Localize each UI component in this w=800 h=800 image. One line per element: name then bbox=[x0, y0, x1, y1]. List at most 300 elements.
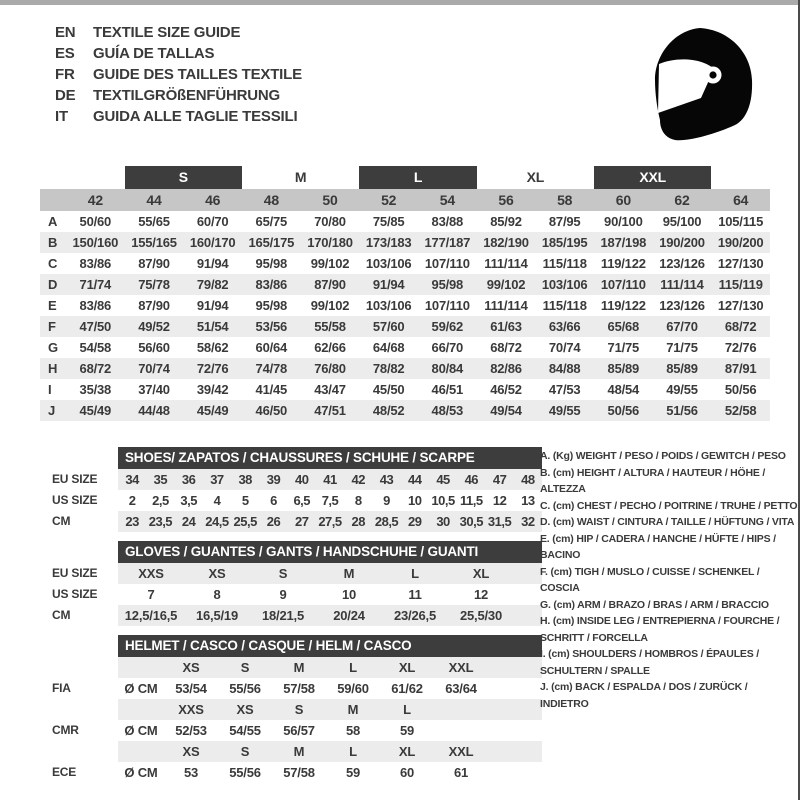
measure-cell: 87/90 bbox=[314, 277, 346, 292]
unit-label: Ø CM bbox=[124, 723, 158, 738]
shoes-eu-values bbox=[118, 469, 542, 490]
shoes-table-title: SHOES/ ZAPATOS / CHAUSSURES / SCHUHE / SCARPE bbox=[118, 447, 542, 469]
table-row-c bbox=[40, 253, 770, 274]
measure-cell: 47/50 bbox=[79, 319, 112, 334]
shoe-size-cell: 2,5 bbox=[152, 493, 169, 508]
measure-cell: 173/183 bbox=[365, 235, 412, 250]
size-group-m: M bbox=[294, 169, 307, 185]
measure-cell: 99/102 bbox=[310, 298, 350, 313]
measure-cell: 61/63 bbox=[490, 319, 522, 334]
legend-item: H. (cm) INSIDE LEG / ENTREPIERNA / FOURCHE / SCHRITT / FORCELLA bbox=[540, 615, 780, 644]
measure-cell: 127/130 bbox=[717, 298, 764, 313]
shoe-size-cell: 24 bbox=[181, 514, 196, 529]
measure-cell: 46/52 bbox=[490, 382, 522, 397]
helmet-fia-values bbox=[118, 678, 542, 699]
measure-cell: 74/78 bbox=[255, 361, 288, 376]
helmet-size-cell: XL bbox=[398, 744, 416, 759]
measure-cell: 64/68 bbox=[372, 340, 405, 355]
measure-cell: 55/65 bbox=[138, 214, 170, 229]
shoe-size-cell: 3,5 bbox=[180, 493, 197, 508]
measure-cell: 54/58 bbox=[79, 340, 112, 355]
helmet-size-cell: XS bbox=[236, 702, 254, 717]
measure-cell: 111/114 bbox=[484, 256, 528, 271]
measure-cell: 47/53 bbox=[548, 382, 581, 397]
measure-cell: 56/60 bbox=[138, 340, 170, 355]
measure-cell: 37/40 bbox=[138, 382, 170, 397]
legend-item: E. (cm) HIP / CADERA / HANCHE / HÜFTE / HIPS / BACINO bbox=[540, 532, 776, 561]
legend-item: A. (Kg) WEIGHT / PESO / POIDS / GEWITCH / PESO bbox=[540, 450, 786, 462]
glove-size-cell: XXS bbox=[138, 566, 164, 581]
legend-item: B. (cm) HEIGHT / ALTURA / HAUTEUR / HÖHE / ALTEZZA bbox=[540, 466, 766, 495]
row-label: FIA bbox=[52, 681, 71, 695]
glove-size-cell: 18/21,5 bbox=[262, 608, 304, 623]
size-number: 42 bbox=[87, 192, 103, 208]
table-row-e bbox=[40, 295, 770, 316]
measure-cell: 49/55 bbox=[548, 403, 581, 418]
measure-cell: 95/98 bbox=[255, 256, 288, 271]
group-spacer bbox=[40, 166, 125, 189]
measure-cell: 44/48 bbox=[138, 403, 170, 418]
measure-cell: 177/187 bbox=[424, 235, 471, 250]
helmet-cm-cell: 55/56 bbox=[229, 765, 261, 780]
table-row-d bbox=[40, 274, 770, 295]
measure-cell: 57/60 bbox=[372, 319, 405, 334]
shoe-size-cell: 27,5 bbox=[318, 514, 342, 529]
measure-cell: 59/62 bbox=[431, 319, 464, 334]
size-number: 58 bbox=[557, 192, 573, 208]
measure-cell: 85/92 bbox=[490, 214, 522, 229]
measure-cell: 190/200 bbox=[659, 235, 705, 250]
glove-size-cell: S bbox=[278, 566, 288, 581]
guide-title: TEXTILGRÖßENFÜHRUNG bbox=[93, 87, 281, 104]
guide-title: GUIDA ALLE TAGLIE TESSILI bbox=[93, 108, 298, 125]
helmet-cm-cell: 53/54 bbox=[175, 681, 207, 696]
shoe-size-cell: 43 bbox=[379, 472, 394, 487]
language-row bbox=[55, 64, 302, 85]
shoe-size-cell: 10 bbox=[408, 493, 422, 508]
glove-size-cell: XL bbox=[472, 566, 490, 581]
shoe-size-cell: 37 bbox=[210, 472, 224, 487]
helmet-cm-cell: 59 bbox=[345, 765, 361, 780]
measure-cell: 71/75 bbox=[666, 340, 698, 355]
row-label: CMR bbox=[52, 723, 79, 737]
measure-cell: 187/198 bbox=[600, 235, 647, 250]
helmet-cm-cell: 59 bbox=[399, 723, 415, 738]
glove-size-cell: XS bbox=[208, 566, 226, 581]
gloves-us-row bbox=[40, 584, 542, 605]
unit-label: Ø CM bbox=[124, 765, 158, 780]
measure-cell: 87/91 bbox=[724, 361, 757, 376]
unit-spacer bbox=[118, 741, 164, 762]
guide-title: GUÍA DE TALLAS bbox=[93, 45, 215, 62]
measure-cell: 60/70 bbox=[196, 214, 229, 229]
shoe-size-cell: 41 bbox=[323, 472, 337, 487]
gloves-eu-row bbox=[40, 563, 542, 584]
helmet-size-cell: S bbox=[240, 660, 250, 675]
shoe-size-cell: 42 bbox=[351, 472, 365, 487]
shoe-size-cell: 47 bbox=[492, 472, 507, 487]
measure-cell: 46/50 bbox=[255, 403, 288, 418]
measure-cell: 87/95 bbox=[548, 214, 581, 229]
measure-cell: 35/38 bbox=[79, 382, 112, 397]
row-label: G bbox=[48, 340, 58, 355]
measure-cell: 87/90 bbox=[138, 298, 170, 313]
row-label-spacer bbox=[40, 189, 66, 211]
shoe-size-cell: 9 bbox=[383, 493, 390, 508]
table-row-b bbox=[40, 232, 770, 253]
size-number: 44 bbox=[146, 192, 162, 208]
measure-cell: 107/110 bbox=[424, 298, 470, 313]
measure-cell: 85/89 bbox=[607, 361, 640, 376]
measure-cell: 43/47 bbox=[314, 382, 346, 397]
row-label: US SIZE bbox=[52, 493, 98, 507]
size-number: 56 bbox=[498, 192, 514, 208]
row-label: B bbox=[48, 235, 58, 250]
measure-cell: 119/122 bbox=[600, 256, 646, 271]
gloves-title-row bbox=[40, 541, 542, 563]
measure-cell: 95/98 bbox=[431, 277, 464, 292]
measure-cell: 91/94 bbox=[372, 277, 405, 292]
row-label: I bbox=[48, 382, 52, 397]
measure-cell: 95/100 bbox=[662, 214, 702, 229]
measure-cell: 50/60 bbox=[79, 214, 112, 229]
measure-cell: 107/110 bbox=[424, 256, 470, 271]
table-row-g bbox=[40, 337, 770, 358]
measure-cell: 49/54 bbox=[490, 403, 522, 418]
helmet-cm-cell: 63/64 bbox=[445, 681, 477, 696]
helmet-fia-sizes-row bbox=[40, 657, 542, 678]
measure-cell: 90/100 bbox=[604, 214, 643, 229]
helmet-cm-cell: 61/62 bbox=[391, 681, 423, 696]
helmet-size-cell: L bbox=[349, 744, 357, 759]
measure-cell: 62/66 bbox=[314, 340, 346, 355]
gloves-cm-values bbox=[118, 605, 542, 626]
measure-cell: 87/90 bbox=[138, 256, 170, 271]
measure-cell: 72/76 bbox=[724, 340, 757, 355]
legend-item: G. (cm) ARM / BRAZO / BRAS / ARM / BRACCIO bbox=[540, 598, 769, 611]
language-row bbox=[55, 43, 302, 64]
helmet-cm-cell: 56/57 bbox=[283, 723, 315, 738]
size-number: 54 bbox=[439, 192, 455, 208]
shoes-cm-row bbox=[40, 511, 542, 532]
gloves-cm-row bbox=[40, 605, 542, 626]
size-group-xl: XL bbox=[526, 169, 545, 185]
measure-cell: 71/75 bbox=[607, 340, 640, 355]
measure-cell: 50/56 bbox=[607, 403, 640, 418]
measure-cell: 95/98 bbox=[255, 298, 288, 313]
measurement-legend bbox=[540, 448, 798, 712]
shoe-size-cell: 2 bbox=[128, 493, 136, 508]
measure-cell: 68/72 bbox=[79, 361, 112, 376]
measure-cell: 155/165 bbox=[131, 235, 177, 250]
table-row-f bbox=[40, 316, 770, 337]
unit-spacer bbox=[118, 699, 164, 720]
measure-cell: 76/80 bbox=[314, 361, 346, 376]
language-row bbox=[55, 106, 302, 127]
size-number: 48 bbox=[263, 192, 279, 208]
size-number: 52 bbox=[381, 192, 397, 208]
helmet-cm-cell: 52/53 bbox=[175, 723, 207, 738]
label-spacer bbox=[40, 447, 118, 469]
row-label: CM bbox=[52, 514, 71, 528]
measure-cell: 49/52 bbox=[138, 319, 170, 334]
helmet-cm-cell: 57/58 bbox=[283, 681, 315, 696]
measure-cell: 51/56 bbox=[666, 403, 698, 418]
helmet-cm-cell: 57/58 bbox=[283, 765, 315, 780]
legend-item: J. (cm) BACK / ESPALDA / DOS / ZURÜCK / INDIETRO bbox=[540, 681, 748, 710]
measure-cell: 190/200 bbox=[717, 235, 764, 250]
label-spacer bbox=[40, 541, 118, 563]
helmet-size-cell: M bbox=[293, 660, 305, 675]
glove-size-cell: 7 bbox=[147, 587, 155, 602]
measure-cell: 71/74 bbox=[79, 277, 112, 292]
measure-cell: 78/82 bbox=[372, 361, 405, 376]
helmet-size-cell: XXS bbox=[178, 702, 204, 717]
helmet-fia-values-row bbox=[40, 678, 542, 699]
row-label: EU SIZE bbox=[52, 566, 98, 580]
shoe-size-cell: 8 bbox=[354, 493, 362, 508]
shoe-size-cell: 4 bbox=[213, 493, 221, 508]
measure-cell: 165/175 bbox=[248, 235, 295, 250]
row-label: H bbox=[48, 361, 58, 376]
shoe-size-cell: 44 bbox=[408, 472, 422, 487]
measure-cell: 82/86 bbox=[490, 361, 522, 376]
measure-cell: 115/118 bbox=[542, 256, 587, 271]
shoe-size-cell: 26 bbox=[266, 514, 281, 529]
helmet-size-cell: M bbox=[347, 702, 359, 717]
table-row-h bbox=[40, 358, 770, 379]
measure-cell: 103/106 bbox=[365, 298, 412, 313]
size-number: 64 bbox=[733, 192, 749, 208]
measure-cell: 53/56 bbox=[255, 319, 288, 334]
measure-cell: 50/56 bbox=[724, 382, 757, 397]
row-label: J bbox=[48, 403, 56, 418]
helmet-fia-sizes bbox=[118, 657, 542, 678]
glove-size-cell: L bbox=[411, 566, 419, 581]
helmet-cm-cell: 60 bbox=[399, 765, 415, 780]
shoe-size-cell: 23 bbox=[125, 514, 139, 529]
helmet-ece-sizes bbox=[118, 741, 542, 762]
helmet-cm-cell: 59/60 bbox=[337, 681, 369, 696]
row-label: EU SIZE bbox=[52, 472, 98, 486]
helmet-ece-sizes-row bbox=[40, 741, 542, 762]
shoes-cm-values bbox=[118, 511, 542, 532]
helmet-cmr-values bbox=[118, 720, 542, 741]
measure-cell: 41/45 bbox=[255, 382, 288, 397]
glove-size-cell: 23/26,5 bbox=[394, 608, 436, 623]
measure-cell: 48/54 bbox=[607, 382, 640, 397]
measure-cell: 160/170 bbox=[189, 235, 236, 250]
measure-cell: 80/84 bbox=[431, 361, 464, 376]
measure-cell: 91/94 bbox=[196, 298, 229, 313]
shoe-size-cell: 39 bbox=[266, 472, 281, 487]
helmet-icon bbox=[645, 18, 760, 146]
shoe-size-cell: 27 bbox=[294, 514, 309, 529]
helmet-cm-cell: 54/55 bbox=[229, 723, 261, 738]
measure-cell: 103/106 bbox=[541, 277, 588, 292]
glove-size-cell: 8 bbox=[213, 587, 221, 602]
helmet-cm-cell: 53 bbox=[183, 765, 199, 780]
measure-cell: 58/62 bbox=[196, 340, 229, 355]
row-label: D bbox=[48, 277, 58, 292]
measure-cell: 52/58 bbox=[724, 403, 757, 418]
helmet-size-cell: S bbox=[240, 744, 250, 759]
shoe-size-cell: 13 bbox=[521, 493, 535, 508]
shoe-size-cell: 12 bbox=[492, 493, 507, 508]
measure-cell: 72/76 bbox=[196, 361, 229, 376]
size-number: 46 bbox=[205, 192, 221, 208]
shoe-size-cell: 46 bbox=[464, 472, 479, 487]
measure-cell: 68/72 bbox=[490, 340, 522, 355]
gloves-us-values bbox=[118, 584, 542, 605]
shoes-title-row bbox=[40, 447, 542, 469]
measure-cell: 185/195 bbox=[541, 235, 588, 250]
measure-cell: 45/49 bbox=[196, 403, 229, 418]
table-row-i bbox=[40, 379, 770, 400]
glove-size-cell: 12,5/16,5 bbox=[124, 608, 178, 623]
size-group-row bbox=[40, 166, 770, 189]
legend-item: C. (cm) CHEST / PECHO / POITRINE / TRUHE / PETTO bbox=[540, 499, 798, 512]
row-label: ECE bbox=[52, 765, 77, 779]
row-label: F bbox=[48, 319, 56, 334]
shoe-size-cell: 28,5 bbox=[374, 514, 399, 529]
row-label: E bbox=[48, 298, 57, 313]
shoe-size-cell: 7,5 bbox=[321, 493, 339, 508]
shoe-size-cell: 30,5 bbox=[459, 514, 483, 529]
label-spacer bbox=[40, 657, 118, 678]
helmet-size-cell: XS bbox=[182, 660, 200, 675]
shoe-size-cell: 11,5 bbox=[460, 493, 483, 508]
gloves-table-title: GLOVES / GUANTES / GANTS / HANDSCHUHE / GUANTI bbox=[118, 541, 542, 563]
table-row-j bbox=[40, 400, 770, 421]
guide-title: TEXTILE SIZE GUIDE bbox=[93, 24, 241, 41]
helmet-table-title: HELMET / CASCO / CASQUE / HELM / CASCO bbox=[118, 635, 542, 657]
group-spacer bbox=[711, 166, 770, 189]
measure-cell: 75/78 bbox=[138, 277, 170, 292]
language-row bbox=[55, 85, 302, 106]
measure-cell: 105/115 bbox=[718, 214, 764, 229]
measure-cell: 111/114 bbox=[660, 277, 704, 292]
helmet-cm-cell: 55/56 bbox=[229, 681, 261, 696]
shoe-size-cell: 38 bbox=[238, 472, 252, 487]
row-label: C bbox=[48, 256, 58, 271]
shoe-size-cell: 23,5 bbox=[148, 514, 173, 529]
measure-cell: 75/85 bbox=[372, 214, 405, 229]
shoe-size-cell: 35 bbox=[153, 472, 168, 487]
measure-cell: 46/51 bbox=[431, 382, 464, 397]
shoe-size-cell: 6 bbox=[270, 493, 277, 508]
glove-size-cell: 9 bbox=[279, 587, 287, 602]
measure-cell: 65/68 bbox=[607, 319, 640, 334]
guide-title: GUIDE DES TAILLES TEXTILE bbox=[93, 66, 302, 83]
language-code: IT bbox=[55, 108, 68, 125]
shoe-size-cell: 30 bbox=[436, 514, 450, 529]
row-label: CM bbox=[52, 608, 71, 622]
measure-cell: 48/53 bbox=[431, 403, 464, 418]
language-code: DE bbox=[55, 87, 76, 104]
shoe-size-cell: 24,5 bbox=[205, 514, 229, 529]
measure-cell: 83/86 bbox=[79, 256, 112, 271]
helmet-cmr-sizes bbox=[118, 699, 542, 720]
size-number: 62 bbox=[674, 192, 690, 208]
gloves-eu-values bbox=[118, 563, 542, 584]
lower-tables bbox=[40, 447, 542, 783]
measure-cell: 107/110 bbox=[600, 277, 646, 292]
helmet-size-cell: XL bbox=[398, 660, 416, 675]
measure-cell: 119/122 bbox=[600, 298, 646, 313]
measure-cell: 123/126 bbox=[659, 298, 705, 313]
size-group-xxl: XXL bbox=[594, 166, 711, 189]
measure-cell: 83/86 bbox=[79, 298, 112, 313]
page-top-edge bbox=[0, 0, 800, 5]
measure-cell: 150/160 bbox=[72, 235, 119, 250]
glove-size-cell: 10 bbox=[341, 587, 357, 602]
measure-cell: 79/82 bbox=[196, 277, 229, 292]
size-number: 50 bbox=[322, 192, 338, 208]
glove-size-cell: M bbox=[343, 566, 355, 581]
helmet-size-cell: L bbox=[403, 702, 411, 717]
measure-cell: 83/88 bbox=[431, 214, 464, 229]
glove-size-cell: 20/24 bbox=[333, 608, 365, 623]
measure-cell: 115/118 bbox=[542, 298, 587, 313]
legend-item: D. (cm) WAIST / CINTURA / TAILLE / HÜFTUNG / VITA bbox=[540, 516, 795, 528]
helmet-cmr-sizes-row bbox=[40, 699, 542, 720]
helmet-size-cell: M bbox=[293, 744, 305, 759]
language-header bbox=[55, 22, 302, 127]
glove-size-cell: 16,5/19 bbox=[196, 608, 238, 623]
measure-cell: 99/102 bbox=[310, 256, 350, 271]
shoes-eu-row bbox=[40, 469, 542, 490]
language-code: EN bbox=[55, 24, 76, 41]
measure-cell: 182/190 bbox=[483, 235, 529, 250]
shoe-size-cell: 31,5 bbox=[487, 514, 512, 529]
measure-cell: 45/49 bbox=[79, 403, 112, 418]
measure-cell: 66/70 bbox=[431, 340, 464, 355]
shoe-size-cell: 48 bbox=[521, 472, 535, 487]
measure-cell: 45/50 bbox=[372, 382, 405, 397]
measure-cell: 123/126 bbox=[659, 256, 705, 271]
shoe-size-cell: 25,5 bbox=[233, 514, 257, 529]
label-spacer bbox=[40, 699, 118, 720]
measure-cell: 70/80 bbox=[314, 214, 346, 229]
measure-cell: 70/74 bbox=[138, 361, 170, 376]
table-row-a bbox=[40, 211, 770, 232]
measure-cell: 127/130 bbox=[717, 256, 764, 271]
measure-cell: 111/114 bbox=[484, 298, 528, 313]
helmet-title-row bbox=[40, 635, 542, 657]
size-number: 60 bbox=[615, 192, 631, 208]
helmet-size-cell: L bbox=[349, 660, 357, 675]
legend-item: I. (cm) SHOULDERS / HOMBROS / ÉPAULES / SCHULTERN / SPALLE bbox=[540, 648, 759, 677]
glove-size-cell: 11 bbox=[408, 587, 422, 602]
unit-label: Ø CM bbox=[124, 681, 158, 696]
shoe-size-cell: 28 bbox=[351, 514, 365, 529]
measure-cell: 85/89 bbox=[666, 361, 698, 376]
glove-size-cell: 12 bbox=[473, 587, 489, 602]
language-code: FR bbox=[55, 66, 75, 83]
shoes-us-values bbox=[118, 490, 542, 511]
helmet-cm-cell: 61 bbox=[453, 765, 469, 780]
helmet-size-cell: S bbox=[294, 702, 304, 717]
measure-cell: 91/94 bbox=[196, 256, 229, 271]
measure-cell: 84/88 bbox=[548, 361, 581, 376]
row-label: US SIZE bbox=[52, 587, 98, 601]
glove-size-cell: 25,5/30 bbox=[460, 608, 502, 623]
row-label: A bbox=[48, 214, 58, 229]
helmet-ece-values bbox=[118, 762, 542, 783]
measure-cell: 49/55 bbox=[666, 382, 698, 397]
shoes-us-row bbox=[40, 490, 542, 511]
